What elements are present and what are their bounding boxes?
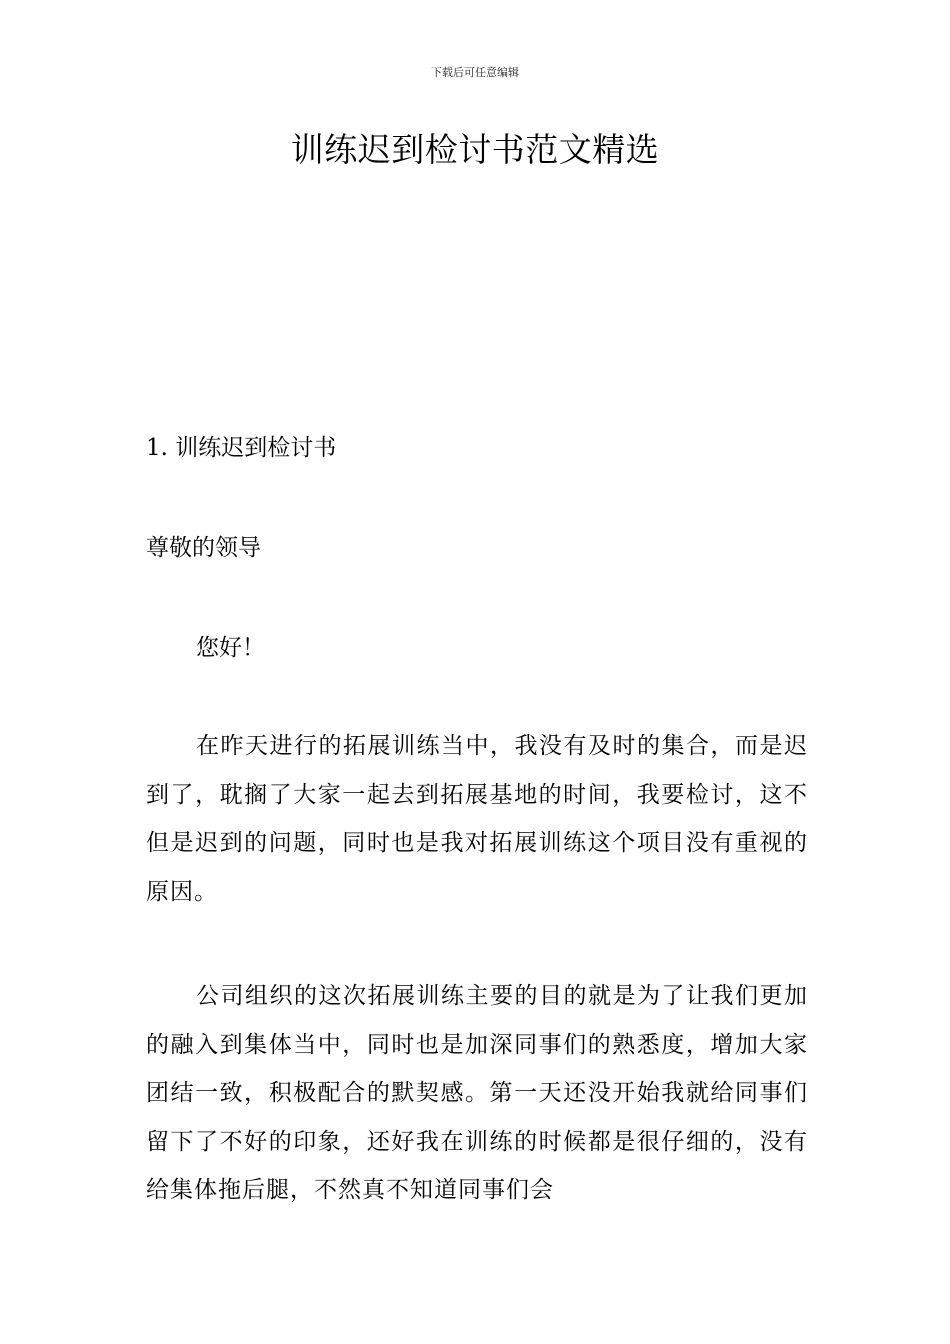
page-header-note: 下载后可任意编辑 bbox=[431, 66, 519, 79]
body-paragraph: 在昨天进行的拓展训练当中，我没有及时的集合，而是迟到了，耽搁了大家一起去到拓展基地的时间，我要检讨，这不但是迟到的问题，同时也是我对拓展训练这个项目没有重视的原因。 bbox=[146, 733, 808, 905]
section-heading: 1. 训练迟到检讨书 bbox=[146, 435, 337, 461]
salutation: 尊敬的领导 bbox=[146, 535, 261, 561]
body-paragraph: 公司组织的这次拓展训练主要的目的就是为了让我们更加的融入到集体当中，同时也是加深同事们的熟悉度，增加大家团结一致，积极配合的默契感。第一天还没开始我就给同事们留下了不好的印象，还好我在训练的时候都是很仔细的，没有给集体拖后腿，不然真不知道同事们会 bbox=[146, 983, 808, 1203]
greeting: 您好！ bbox=[196, 635, 265, 661]
page-title: 训练迟到检讨书范文精选 bbox=[290, 130, 660, 169]
